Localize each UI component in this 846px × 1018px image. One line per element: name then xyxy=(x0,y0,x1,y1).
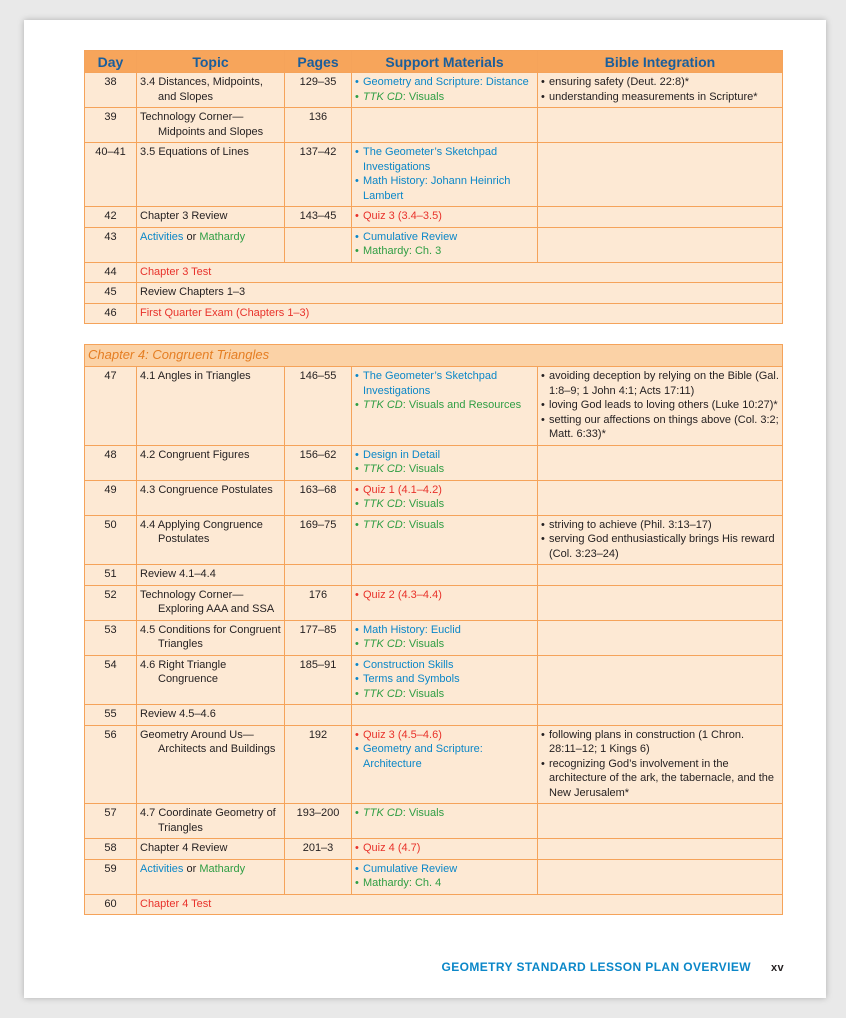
cell-day: 44 xyxy=(85,262,137,283)
bible-item-text: loving God leads to loving others (Luke 10:27)* xyxy=(549,399,778,411)
cell-day: 49 xyxy=(85,480,137,515)
support-list xyxy=(355,658,534,702)
support-item xyxy=(355,862,534,877)
cell-pages xyxy=(285,859,352,894)
support-item xyxy=(355,841,534,856)
topic-text: 4.2 Congruent Figures xyxy=(140,448,250,461)
support-item-text: TTK CD: Visuals xyxy=(363,498,445,510)
cell-topic xyxy=(137,585,285,620)
support-item xyxy=(355,742,534,771)
cell-pages: 193–200 xyxy=(285,804,352,839)
cell-day: 40–41 xyxy=(85,143,137,207)
support-item xyxy=(355,448,534,463)
table-row xyxy=(85,367,783,446)
support-item xyxy=(355,672,534,687)
cell-topic xyxy=(137,839,285,860)
cell-pages: 136 xyxy=(285,108,352,143)
table-row xyxy=(85,73,783,108)
cell-topic xyxy=(137,705,285,726)
topic-part: Activities xyxy=(140,230,184,243)
table-row xyxy=(85,480,783,515)
bible-item xyxy=(541,369,779,398)
table-row xyxy=(85,620,783,655)
topic-text: 4.3 Congruence Postulates xyxy=(140,483,273,496)
table-row xyxy=(85,445,783,480)
support-item-text: Cumulative Review xyxy=(363,862,458,875)
topic-part: or xyxy=(183,230,200,243)
cell-pages: 176 xyxy=(285,585,352,620)
topic-text: 4.5 Conditions for Congruent Triangles xyxy=(140,623,281,650)
support-item xyxy=(355,369,534,398)
cell-pages xyxy=(285,705,352,726)
cell-support-materials xyxy=(352,725,538,804)
table-row xyxy=(85,143,783,207)
bible-item-text: striving to achieve (Phil. 3:13–17) xyxy=(549,518,712,531)
cell-topic xyxy=(137,565,285,586)
support-list xyxy=(355,75,534,104)
support-item-text: Quiz 2 (4.3–4.4) xyxy=(363,588,442,601)
cell-topic-wide: Chapter 4 Test xyxy=(137,894,783,915)
cell-day: 43 xyxy=(85,227,137,262)
bible-item-text: following plans in construction (1 Chron. 28:11–12; 1 Kings 6) xyxy=(549,728,745,755)
cell-day: 52 xyxy=(85,585,137,620)
support-item-text: Quiz 3 (3.4–3.5) xyxy=(363,210,442,222)
cell-support-materials xyxy=(352,804,538,839)
cell-bible-integration xyxy=(538,725,783,804)
topic-text: Technology Corner—Midpoints and Slopes xyxy=(140,111,264,138)
support-list xyxy=(355,841,534,856)
cell-support-materials xyxy=(352,143,538,207)
cell-day: 47 xyxy=(85,367,137,446)
support-list xyxy=(355,145,534,203)
table-row xyxy=(85,894,783,915)
support-item-text: Mathardy: Ch. 3 xyxy=(363,245,442,257)
cell-day: 57 xyxy=(85,804,137,839)
cell-bible-integration xyxy=(538,585,783,620)
cell-bible-integration xyxy=(538,108,783,143)
support-item-text: Quiz 4 (4.7) xyxy=(363,842,421,854)
cell-support-materials xyxy=(352,839,538,860)
cell-bible-integration xyxy=(538,839,783,860)
document-page xyxy=(24,20,826,998)
support-item-text: TTK CD: Visuals and Resources xyxy=(363,399,522,411)
table-row xyxy=(85,108,783,143)
cell-day: 55 xyxy=(85,705,137,726)
cell-topic xyxy=(137,859,285,894)
support-item-text: Design in Detail xyxy=(363,448,441,461)
support-item-text: Math History: Euclid xyxy=(363,623,461,636)
support-list xyxy=(355,448,534,477)
topic-part: Mathardy xyxy=(199,862,246,875)
table-body xyxy=(85,345,783,915)
bible-item-text: understanding measurements in Scripture* xyxy=(549,90,758,103)
bible-item-text: recognizing God’s involvement in the architecture of the ark, the tabernacle, and the New Jerusalem* xyxy=(549,757,775,799)
bible-item xyxy=(541,413,779,442)
cell-pages: 169–75 xyxy=(285,515,352,565)
cell-pages: 177–85 xyxy=(285,620,352,655)
cell-topic xyxy=(137,367,285,446)
table-row xyxy=(85,565,783,586)
support-item-text: Mathardy: Ch. 4 xyxy=(363,877,442,889)
footer-title: GEOMETRY STANDARD LESSON PLAN OVERVIEW xyxy=(441,960,751,974)
cell-support-materials xyxy=(352,515,538,565)
topic-text: Technology Corner—Exploring AAA and SSA xyxy=(140,588,275,615)
support-item-text: Math History: Johann Heinrich Lambert xyxy=(363,175,511,202)
lesson-plan-table-chapter-3 xyxy=(84,50,783,324)
cell-topic xyxy=(137,515,285,565)
support-item-text: Quiz 3 (4.5–4.6) xyxy=(363,728,442,741)
cell-topic xyxy=(137,207,285,228)
topic-text: Review 4.5–4.6 xyxy=(140,708,216,720)
cell-support-materials xyxy=(352,480,538,515)
bible-item xyxy=(541,532,779,561)
cell-topic xyxy=(137,108,285,143)
cell-bible-integration xyxy=(538,565,783,586)
cell-pages: 146–55 xyxy=(285,367,352,446)
cell-day: 56 xyxy=(85,725,137,804)
support-item-text: Geometry and Scripture: Architecture xyxy=(363,743,483,770)
support-item xyxy=(355,623,534,638)
bible-list xyxy=(541,728,779,801)
support-list xyxy=(355,209,534,224)
support-list xyxy=(355,862,534,891)
cell-support-materials xyxy=(352,655,538,705)
bible-item-text: setting our affections on things above (Col. 3:2; Matt. 6:33)* xyxy=(549,413,779,440)
support-item xyxy=(355,230,534,245)
cell-support-materials xyxy=(352,445,538,480)
topic-text: Chapter 3 Review xyxy=(140,210,228,222)
cell-topic xyxy=(137,620,285,655)
topic-text: Geometry Around Us—Architects and Buildings xyxy=(140,728,276,755)
table-row xyxy=(85,585,783,620)
table-row xyxy=(85,859,783,894)
support-item-text: TTK CD: Visuals xyxy=(363,90,445,103)
topic-part: or xyxy=(183,862,200,875)
cell-bible-integration xyxy=(538,620,783,655)
bible-item xyxy=(541,728,779,757)
table-row xyxy=(85,804,783,839)
table-row xyxy=(85,725,783,804)
cell-day: 54 xyxy=(85,655,137,705)
support-list xyxy=(355,588,534,603)
cell-topic xyxy=(137,445,285,480)
support-item xyxy=(355,398,534,413)
cell-bible-integration xyxy=(538,705,783,726)
topic-text: 3.4 Distances, Midpoints, and Slopes xyxy=(140,76,263,103)
lesson-plan-table-chapter-4 xyxy=(84,344,783,915)
cell-topic-wide: First Quarter Exam (Chapters 1–3) xyxy=(137,303,783,324)
support-item xyxy=(355,588,534,603)
bible-item-text: serving God enthusiastically brings His reward (Col. 3:23–24) xyxy=(549,533,775,560)
cell-bible-integration xyxy=(538,445,783,480)
cell-day: 46 xyxy=(85,303,137,324)
bible-item-text: avoiding deception by relying on the Bible (Gal. 1:8–9; 1 John 4:1; Acts 17:11) xyxy=(549,370,779,397)
support-item-text: TTK CD: Visuals xyxy=(363,687,445,700)
header-support-materials: Support Materials xyxy=(352,51,538,73)
support-list xyxy=(355,483,534,512)
support-list xyxy=(355,806,534,821)
table-row xyxy=(85,227,783,262)
cell-day: 38 xyxy=(85,73,137,108)
support-item xyxy=(355,90,534,105)
table-row xyxy=(85,207,783,228)
table-row xyxy=(85,655,783,705)
cell-bible-integration xyxy=(538,859,783,894)
table-header-row xyxy=(85,51,783,73)
cell-bible-integration xyxy=(538,515,783,565)
support-list xyxy=(355,728,534,772)
support-list xyxy=(355,518,534,533)
bible-item xyxy=(541,757,779,801)
support-item-text: Quiz 1 (4.1–4.2) xyxy=(363,483,442,496)
cell-pages: 192 xyxy=(285,725,352,804)
cell-pages: 143–45 xyxy=(285,207,352,228)
header-day: Day xyxy=(85,51,137,73)
bible-list xyxy=(541,369,779,442)
support-item-text: The Geometer’s Sketchpad Investigations xyxy=(363,370,498,397)
topic-text: 3.5 Equations of Lines xyxy=(140,146,249,158)
cell-day: 53 xyxy=(85,620,137,655)
topic-text: 4.6 Right Triangle Congruence xyxy=(140,658,227,685)
cell-topic xyxy=(137,73,285,108)
support-list xyxy=(355,230,534,259)
cell-support-materials xyxy=(352,620,538,655)
cell-pages: 163–68 xyxy=(285,480,352,515)
support-item-text: TTK CD: Visuals xyxy=(363,638,445,650)
cell-support-materials xyxy=(352,705,538,726)
cell-support-materials xyxy=(352,73,538,108)
support-item-text: Geometry and Scripture: Distance xyxy=(363,76,529,88)
topic-text: 4.1 Angles in Triangles xyxy=(140,370,251,382)
cell-pages: 201–3 xyxy=(285,839,352,860)
cell-support-materials xyxy=(352,585,538,620)
cell-day: 58 xyxy=(85,839,137,860)
support-item xyxy=(355,806,534,821)
topic-text: 4.4 Applying Congruence Postulates xyxy=(140,518,263,545)
support-item-text: The Geometer’s Sketchpad Investigations xyxy=(363,146,498,173)
cell-day: 60 xyxy=(85,894,137,915)
support-item xyxy=(355,637,534,652)
topic-part: Mathardy xyxy=(199,230,246,243)
cell-day: 39 xyxy=(85,108,137,143)
table-row xyxy=(85,283,783,304)
cell-pages xyxy=(285,565,352,586)
cell-pages: 156–62 xyxy=(285,445,352,480)
support-item-text: TTK CD: Visuals xyxy=(363,807,445,819)
cell-bible-integration xyxy=(538,367,783,446)
cell-bible-integration xyxy=(538,655,783,705)
table-row xyxy=(85,303,783,324)
cell-topic xyxy=(137,725,285,804)
header-pages: Pages xyxy=(285,51,352,73)
cell-support-materials xyxy=(352,367,538,446)
table-body xyxy=(85,73,783,324)
support-item xyxy=(355,497,534,512)
cell-bible-integration xyxy=(538,143,783,207)
support-list xyxy=(355,623,534,652)
topic-text: 4.7 Coordinate Geometry of Triangles xyxy=(140,807,276,834)
support-item xyxy=(355,658,534,673)
support-item xyxy=(355,209,534,224)
support-item xyxy=(355,518,534,533)
support-item xyxy=(355,728,534,743)
support-item xyxy=(355,75,534,90)
cell-topic xyxy=(137,227,285,262)
cell-day: 45 xyxy=(85,283,137,304)
cell-bible-integration xyxy=(538,480,783,515)
support-item xyxy=(355,244,534,259)
bible-item xyxy=(541,75,779,90)
support-item xyxy=(355,876,534,891)
bible-item xyxy=(541,518,779,533)
cell-topic xyxy=(137,143,285,207)
cell-support-materials xyxy=(352,207,538,228)
cell-support-materials xyxy=(352,859,538,894)
support-item-text: Terms and Symbols xyxy=(363,673,460,685)
support-list xyxy=(355,369,534,413)
cell-day: 59 xyxy=(85,859,137,894)
table-row xyxy=(85,705,783,726)
topic-part: Activities xyxy=(140,862,184,875)
page-number: xv xyxy=(770,962,784,974)
cell-topic-wide: Chapter 3 Test xyxy=(137,262,783,283)
cell-bible-integration xyxy=(538,804,783,839)
header-topic: Topic xyxy=(137,51,285,73)
cell-day: 50 xyxy=(85,515,137,565)
cell-pages: 129–35 xyxy=(285,73,352,108)
cell-support-materials xyxy=(352,108,538,143)
cell-pages: 185–91 xyxy=(285,655,352,705)
cell-topic xyxy=(137,655,285,705)
cell-day: 42 xyxy=(85,207,137,228)
cell-day: 48 xyxy=(85,445,137,480)
bible-item-text: ensuring safety (Deut. 22:8)* xyxy=(549,76,690,88)
cell-pages xyxy=(285,227,352,262)
support-item xyxy=(355,483,534,498)
cell-day: 51 xyxy=(85,565,137,586)
support-item xyxy=(355,174,534,203)
support-item-text: Cumulative Review xyxy=(363,230,458,243)
cell-topic xyxy=(137,804,285,839)
header-bible-integration: Bible Integration xyxy=(538,51,783,73)
support-item-text: TTK CD: Visuals xyxy=(363,518,445,531)
topic-text: Chapter 4 Review xyxy=(140,842,228,854)
chapter-heading: Chapter 4: Congruent Triangles xyxy=(85,345,783,367)
chapter-heading-row xyxy=(85,345,783,367)
cell-bible-integration xyxy=(538,227,783,262)
table-row xyxy=(85,839,783,860)
cell-bible-integration xyxy=(538,207,783,228)
cell-pages: 137–42 xyxy=(285,143,352,207)
cell-support-materials xyxy=(352,227,538,262)
bible-list xyxy=(541,75,779,104)
support-item-text: Construction Skills xyxy=(363,658,454,671)
cell-bible-integration xyxy=(538,73,783,108)
page-footer xyxy=(24,960,784,974)
bible-item xyxy=(541,398,779,413)
cell-topic-wide: Review Chapters 1–3 xyxy=(137,283,783,304)
support-item xyxy=(355,687,534,702)
topic-text: Review 4.1–4.4 xyxy=(140,568,216,580)
table-row xyxy=(85,515,783,565)
cell-topic xyxy=(137,480,285,515)
bible-list xyxy=(541,518,779,562)
support-item xyxy=(355,145,534,174)
table-row xyxy=(85,262,783,283)
cell-support-materials xyxy=(352,565,538,586)
support-item xyxy=(355,462,534,477)
support-item-text: TTK CD: Visuals xyxy=(363,463,445,475)
bible-item xyxy=(541,90,779,105)
